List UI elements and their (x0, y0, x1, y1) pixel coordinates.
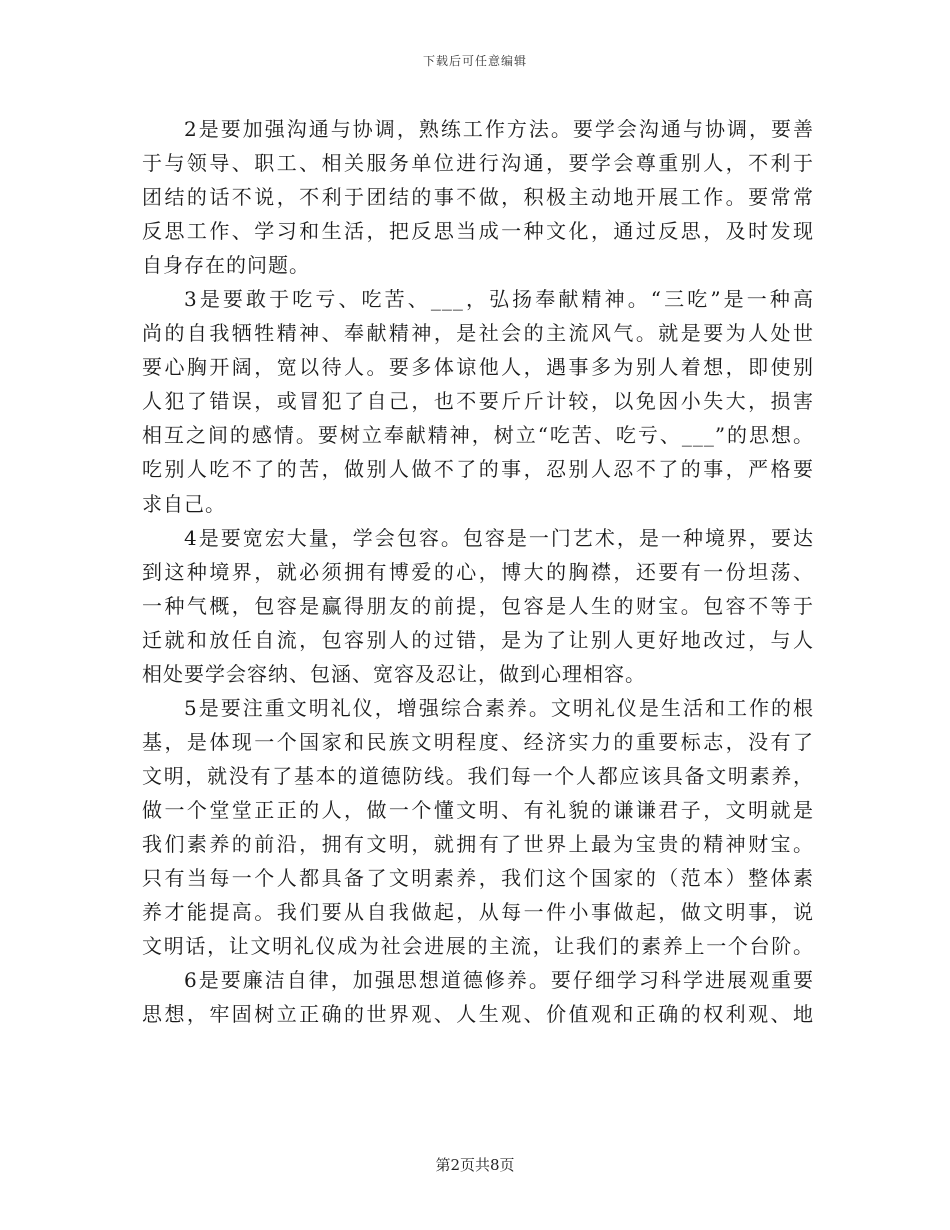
text-line: 于与领导、职工、相关服务单位进行沟通，要学会尊重别人，不利于 (142, 151, 814, 176)
text-line: 要心胸开阔，宽以待人。要多体谅他人，遇事多为别人着想，即使别 (142, 355, 814, 380)
text-line: 4是要宽宏大量，学会包容。包容是一门艺术，是一种境界，要达 (184, 525, 814, 550)
text-line: 5是要注重文明礼仪，增强综合素养。文明礼仪是生活和工作的根 (184, 695, 814, 720)
text-line: 基，是体现一个国家和民族文明程度、经济实力的重要标志，没有了 (142, 729, 814, 754)
text-line: 2是要加强沟通与协调，熟练工作方法。要学会沟通与协调，要善 (184, 117, 814, 141)
text-line: 迁就和放任自流，包容别人的过错，是为了让别人更好地改过，与人 (142, 627, 814, 652)
text-line: 3是要敢于吃亏、吃苦、___，弘扬奉献精神。“三吃”是一种高 (184, 287, 814, 312)
text-line: 人犯了错误，或冒犯了自己，也不要斤斤计较，以免因小失大，损害 (142, 389, 814, 414)
text-line: 文明话，让文明礼仪成为社会进展的主流，让我们的素养上一个台阶。 (142, 934, 814, 959)
page-header: 下载后可任意编辑 (422, 54, 527, 68)
text-line: 养才能提高。我们要从自我做起，从每一件小事做起，做文明事，说 (142, 900, 814, 925)
text-line: 做一个堂堂正正的人，做一个懂文明、有礼貌的谦谦君子，文明就是 (142, 797, 814, 822)
text-line: 我们素养的前沿，拥有文明，就拥有了世界上最为宝贵的精神财宝。 (142, 831, 814, 856)
text-line: 相处要学会容纳、包涵、宽容及忍让，做到心理相容。 (142, 661, 646, 686)
text-line: 文明，就没有了基本的道德防线。我们每一个人都应该具备文明素养， (142, 763, 814, 788)
text-line: 自身存在的问题。 (142, 253, 310, 278)
page-number: 第2页共8页 (435, 1156, 515, 1174)
text-line: 求自己。 (142, 491, 226, 516)
text-line: 到这种境界，就必须拥有博爱的心，博大的胸襟，还要有一份坦荡、 (142, 559, 814, 584)
text-line: 吃别人吃不了的苦，做别人做不了的事，忍别人忍不了的事，严格要 (142, 457, 814, 482)
text-line: 反思工作、学习和生活，把反思当成一种文化，通过反思，及时发现 (142, 219, 814, 244)
text-line: 只有当每一个人都具备了文明素养，我们这个国家的（范本）整体素 (142, 866, 814, 891)
text-line: 6是要廉洁自律，加强思想道德修养。要仔细学习科学进展观重要 (184, 968, 814, 993)
text-line: 尚的自我牺牲精神、奉献精神，是社会的主流风气。就是要为人处世 (142, 321, 814, 346)
document-body (142, 112, 814, 1031)
text-line: 相互之间的感情。要树立奉献精神，树立“吃苦、吃亏、___”的思想。 (142, 423, 814, 448)
text-line: 团结的话不说，不利于团结的事不做，积极主动地开展工作。要常常 (142, 185, 814, 210)
text-line: 思想，牢固树立正确的世界观、人生观、价值观和正确的权利观、地 (142, 1002, 814, 1027)
text-line: 一种气概，包容是赢得朋友的前提，包容是人生的财宝。包容不等于 (142, 593, 814, 618)
